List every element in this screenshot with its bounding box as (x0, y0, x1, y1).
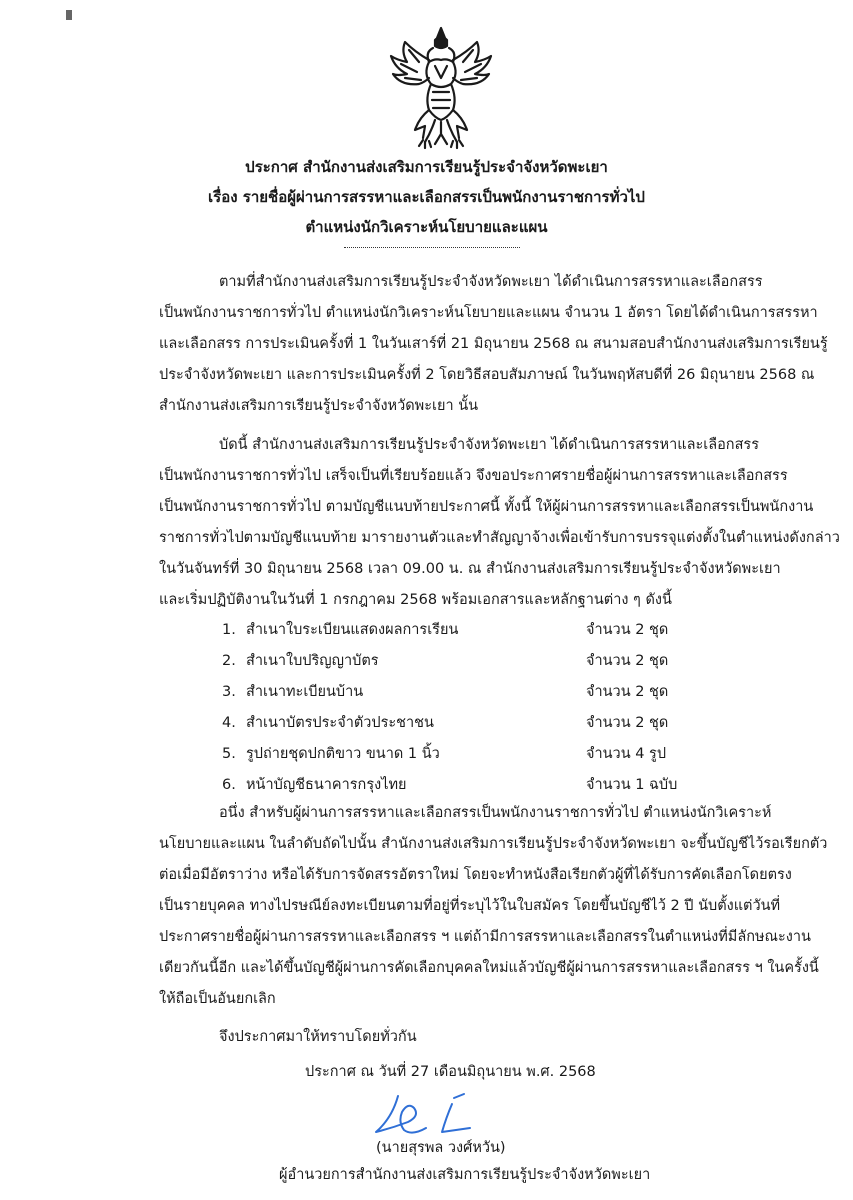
signature-icon (368, 1088, 498, 1140)
list-item-number: 4. (222, 715, 236, 731)
scan-mark (66, 10, 72, 20)
title-divider (344, 247, 520, 248)
title-line-2: เรื่อง รายชื่อผู้ผ่านการสรรหาและเลือกสรรเป็นพนักงานราชการทั่วไป (208, 188, 645, 206)
list-item-quantity: จำนวน 4 รูป (586, 746, 667, 762)
paragraph3-line: ให้ถือเป็นอันยกเลิก (159, 991, 276, 1007)
list-item-quantity: จำนวน 2 ชุด (586, 653, 669, 669)
list-item-quantity: จำนวน 2 ชุด (586, 715, 669, 731)
list-item-number: 3. (222, 684, 236, 700)
list-item-quantity: จำนวน 2 ชุด (586, 622, 669, 638)
paragraph2-line: ราชการทั่วไปตามบัญชีแนบท้าย มารายงานตัวและทำสัญญาจ้างเพื่อเข้ารับการบรรจุแต่งตั้งในตำแหน่งดังกล่าว (159, 530, 840, 546)
title-line-3: ตำแหน่งนักวิเคราะห์นโยบายและแผน (305, 218, 548, 236)
list-item-text: สำเนาบัตรประจำตัวประชาชน (246, 715, 434, 731)
signer-position: ผู้อำนวยการสำนักงานส่งเสริมการเรียนรู้ประจำจังหวัดพะเยา (279, 1167, 651, 1183)
paragraph3-line: นโยบายและแผน ในลำดับถัดไปนั้น สำนักงานส่งเสริมการเรียนรู้ประจำจังหวัดพะเยา จะขึ้นบัญชีไว้รอเรียกตัว (159, 836, 828, 852)
paragraph3-line: เป็นรายบุคคล ทางไปรษณีย์ลงทะเบียนตามที่อยู่ที่ระบุไว้ในใบสมัคร โดยขึ้นบัญชีไว้ 2 ปี นับตั้งแต่วันที่ (159, 898, 781, 914)
list-item-quantity: จำนวน 1 ฉบับ (586, 777, 678, 793)
list-item-quantity: จำนวน 2 ชุด (586, 684, 669, 700)
paragraph1-line: ประจำจังหวัดพะเยา และการประเมินครั้งที่ 2 โดยวิธีสอบสัมภาษณ์ ในวันพฤหัสบดีที่ 26 มิถุนายน 2568 ณ (159, 367, 815, 383)
list-item-number: 5. (222, 746, 236, 762)
paragraph3-line: ต่อเมื่อมีอัตราว่าง หรือได้รับการจัดสรรอัตราใหม่ โดยจะทำหนังสือเรียกตัวผู้ที่ได้รับการคัดเลือกโดยตรง (159, 867, 792, 883)
list-item-text: สำเนาทะเบียนบ้าน (246, 684, 364, 700)
signer-name: (นายสุรพล วงศ์หวัน) (376, 1140, 506, 1156)
paragraph2-line: เป็นพนักงานราชการทั่วไป เสร็จเป็นที่เรียบร้อยแล้ว จึงขอประกาศรายชื่อผู้ผ่านการสรรหาและเลือกสรร (159, 468, 788, 484)
paragraph1-line: สำนักงานส่งเสริมการเรียนรู้ประจำจังหวัดพะเยา นั้น (159, 398, 479, 414)
paragraph1-line: และเลือกสรร การประเมินครั้งที่ 1 ในวันเสาร์ที่ 21 มิถุนายน 2568 ณ สนามสอบสำนักงานส่งเสริมการเรียนรู้ (159, 336, 828, 352)
announcement-date: ประกาศ ณ วันที่ 27 เดือนมิถุนายน พ.ศ. 2568 (305, 1064, 596, 1080)
list-item-text: หน้าบัญชีธนาคารกรุงไทย (246, 777, 407, 793)
paragraph2-line: บัดนี้ สำนักงานส่งเสริมการเรียนรู้ประจำจังหวัดพะเยา ได้ดำเนินการสรรหาและเลือกสรร (219, 437, 760, 453)
list-item-text: สำเนาใบระเบียนแสดงผลการเรียน (246, 622, 459, 638)
title-line-1: ประกาศ สำนักงานส่งเสริมการเรียนรู้ประจำจังหวัดพะเยา (245, 158, 608, 176)
list-item-number: 6. (222, 777, 236, 793)
list-item-number: 1. (222, 622, 236, 638)
closing-statement: จึงประกาศมาให้ทราบโดยทั่วกัน (219, 1029, 417, 1045)
garuda-emblem-icon (385, 22, 497, 150)
list-item-number: 2. (222, 653, 236, 669)
paragraph3-line: เดียวกันนี้อีก และได้ขึ้นบัญชีผู้ผ่านการคัดเลือกบุคคลใหม่แล้วบัญชีผู้ผ่านการสรรหาและเลือกสรร ฯ ในครั้งนี้ (159, 960, 819, 976)
paragraph3-line: ประกาศรายชื่อผู้ผ่านการสรรหาและเลือกสรร ฯ แต่ถ้ามีการสรรหาและเลือกสรรในตำแหน่งที่มีลักษณะงาน (159, 929, 811, 945)
paragraph1-line: ตามที่สำนักงานส่งเสริมการเรียนรู้ประจำจังหวัดพะเยา ได้ดำเนินการสรรหาและเลือกสรร (219, 274, 763, 290)
paragraph2-line: และเริ่มปฏิบัติงานในวันที่ 1 กรกฎาคม 2568 พร้อมเอกสารและหลักฐานต่าง ๆ ดังนี้ (159, 592, 672, 608)
paragraph1-line: เป็นพนักงานราชการทั่วไป ตำแหน่งนักวิเคราะห์นโยบายและแผน จำนวน 1 อัตรา โดยได้ดำเนินการสรรหา (159, 305, 818, 321)
paragraph3-line: อนึ่ง สำหรับผู้ผ่านการสรรหาและเลือกสรรเป็นพนักงานราชการทั่วไป ตำแหน่งนักวิเคราะห์ (219, 805, 772, 821)
paragraph2-line: ในวันจันทร์ที่ 30 มิถุนายน 2568 เวลา 09.00 น. ณ สำนักงานส่งเสริมการเรียนรู้ประจำจังหวัดพะเยา (159, 561, 781, 577)
paragraph2-line: เป็นพนักงานราชการทั่วไป ตามบัญชีแนบท้ายประกาศนี้ ทั้งนี้ ให้ผู้ผ่านการสรรหาและเลือกสรรเป็นพนักงาน (159, 499, 814, 515)
list-item-text: รูปถ่ายชุดปกติขาว ขนาด 1 นิ้ว (246, 746, 440, 762)
list-item-text: สำเนาใบปริญญาบัตร (246, 653, 379, 669)
